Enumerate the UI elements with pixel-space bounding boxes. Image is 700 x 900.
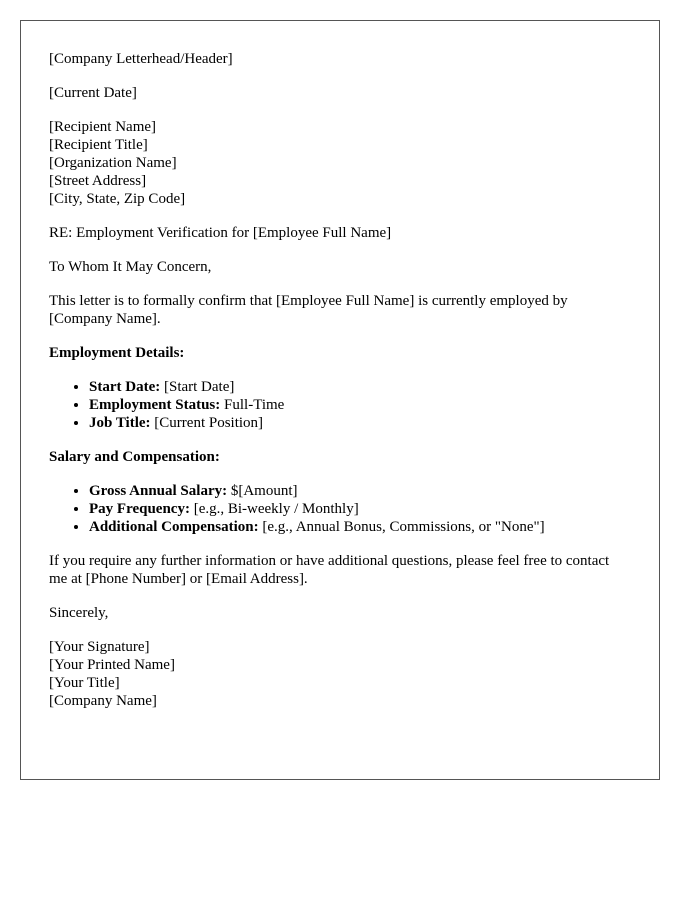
list-item bbox=[89, 378, 631, 396]
signature-block bbox=[49, 638, 631, 710]
salary-list bbox=[49, 482, 631, 536]
list-item bbox=[89, 500, 631, 518]
recipient-city-state-zip: [City, State, Zip Code] bbox=[49, 191, 186, 207]
item-label: Gross Annual Salary: bbox=[89, 483, 228, 499]
recipient-organization: [Organization Name] bbox=[49, 155, 177, 171]
closing-paragraph: If you require any further information or have additional questions, please feel free to contact me at [Phone Number] or [Email Address]. bbox=[49, 553, 610, 587]
recipient-name: [Recipient Name] bbox=[49, 119, 157, 135]
item-label: Job Title: bbox=[89, 415, 151, 431]
printed-name: [Your Printed Name] bbox=[49, 657, 175, 673]
item-value: [Current Position] bbox=[150, 415, 264, 431]
letter-page bbox=[20, 20, 660, 780]
item-value: $[Amount] bbox=[227, 483, 298, 499]
item-label: Pay Frequency: bbox=[89, 501, 190, 517]
item-label: Employment Status: bbox=[89, 397, 221, 413]
signoff: Sincerely, bbox=[49, 605, 109, 621]
item-value: [e.g., Bi-weekly / Monthly] bbox=[189, 501, 359, 517]
list-item bbox=[89, 518, 631, 536]
salutation: To Whom It May Concern, bbox=[49, 259, 212, 275]
item-value: [e.g., Annual Bonus, Commissions, or "None"] bbox=[258, 519, 545, 535]
recipient-street: [Street Address] bbox=[49, 173, 147, 189]
list-item bbox=[89, 414, 631, 432]
list-item bbox=[89, 482, 631, 500]
employment-details-list bbox=[49, 378, 631, 432]
item-value: [Start Date] bbox=[160, 379, 235, 395]
list-item bbox=[89, 396, 631, 414]
item-label: Start Date: bbox=[89, 379, 161, 395]
letterhead: [Company Letterhead/Header] bbox=[49, 51, 233, 67]
letter-date: [Current Date] bbox=[49, 85, 137, 101]
item-label: Additional Compensation: bbox=[89, 519, 259, 535]
signer-title: [Your Title] bbox=[49, 675, 120, 691]
salary-heading: Salary and Compensation: bbox=[49, 449, 220, 465]
signer-company: [Company Name] bbox=[49, 693, 157, 709]
subject-line: RE: Employment Verification for [Employee Full Name] bbox=[49, 225, 392, 241]
recipient-title: [Recipient Title] bbox=[49, 137, 148, 153]
intro-paragraph: This letter is to formally confirm that [Employee Full Name] is currently employed by [Company Name]. bbox=[49, 293, 568, 327]
item-value: Full-Time bbox=[220, 397, 285, 413]
signature-placeholder: [Your Signature] bbox=[49, 639, 150, 655]
recipient-address bbox=[49, 118, 631, 208]
employment-details-heading: Employment Details: bbox=[49, 345, 185, 361]
